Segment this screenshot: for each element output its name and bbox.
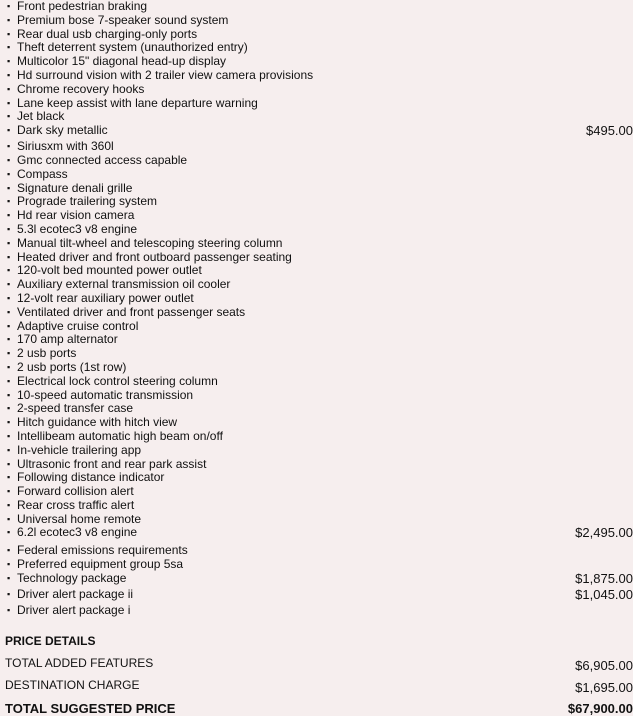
feature-item	[7, 485, 633, 499]
feature-item	[7, 14, 633, 28]
feature-label: 2 usb ports (1st row)	[17, 359, 127, 374]
feature-item	[7, 124, 633, 140]
feature-item	[7, 251, 633, 265]
feature-label: Lane keep assist with lane departure warning	[17, 95, 258, 110]
feature-label: Universal home remote	[17, 511, 142, 526]
total-added-features-value: $6,905.00	[575, 658, 633, 673]
destination-charge-value: $1,695.00	[575, 680, 633, 695]
feature-label: 2 usb ports	[17, 346, 77, 361]
feature-label: Following distance indicator	[17, 470, 165, 485]
feature-item	[7, 320, 633, 334]
feature-item	[7, 41, 633, 55]
feature-item	[7, 69, 633, 83]
feature-item	[7, 526, 633, 544]
feature-price: $1,875.00	[575, 571, 633, 587]
feature-label: Driver alert package i	[17, 603, 131, 618]
feature-label: Hd rear vision camera	[17, 208, 135, 223]
feature-label: Ventilated driver and front passenger seats	[17, 304, 246, 319]
feature-label: Theft deterrent system (unauthorized entry)	[17, 40, 248, 55]
feature-item	[7, 168, 633, 182]
feature-price: $495.00	[586, 123, 633, 139]
feature-label: 5.3l ecotec3 v8 engine	[17, 221, 138, 236]
total-added-features-label: TOTAL ADDED FEATURES	[5, 656, 154, 670]
feature-label: Federal emissions requirements	[17, 543, 188, 558]
feature-label: Rear cross traffic alert	[17, 497, 135, 512]
feature-label: 6.2l ecotec3 v8 engine	[17, 525, 138, 540]
feature-item	[7, 389, 633, 403]
feature-label: Siriusxm with 360l	[17, 139, 114, 154]
feature-item	[7, 237, 633, 251]
feature-item	[7, 83, 633, 97]
feature-label: Heated driver and front outboard passenger seating	[17, 249, 292, 264]
feature-label: Rear dual usb charging-only ports	[17, 26, 198, 41]
feature-label: Dark sky metallic	[17, 123, 108, 138]
feature-label: Adaptive cruise control	[17, 318, 139, 333]
feature-item	[7, 347, 633, 361]
total-suggested-price-value: $67,900.00	[567, 701, 633, 716]
feature-label: Intellibeam automatic high beam on/off	[17, 428, 223, 443]
feature-label: Front pedestrian braking	[17, 0, 148, 13]
total-suggested-price-label: TOTAL SUGGESTED PRICE	[5, 701, 176, 716]
feature-label: Gmc connected access capable	[17, 152, 188, 167]
feature-label: Preferred equipment group 5sa	[17, 557, 184, 572]
feature-label: Forward collision alert	[17, 484, 134, 499]
feature-price: $2,495.00	[575, 525, 633, 541]
feature-item	[7, 0, 633, 14]
feature-item	[7, 306, 633, 320]
feature-label: 10-speed automatic transmission	[17, 387, 194, 402]
feature-label: Premium bose 7-speaker sound system	[17, 12, 229, 27]
feature-label: Manual tilt-wheel and telescoping steering column	[17, 235, 283, 250]
feature-label: Multicolor 15" diagonal head-up display	[17, 54, 227, 69]
feature-label: Ultrasonic front and rear park assist	[17, 456, 207, 471]
feature-label: Compass	[17, 166, 68, 181]
feature-label: Driver alert package ii	[17, 587, 134, 602]
feature-item	[7, 430, 633, 444]
feature-label: Prograde trailering system	[17, 194, 158, 209]
feature-label: Auxiliary external transmission oil cooler	[17, 277, 231, 292]
feature-label: 120-volt bed mounted power outlet	[17, 263, 202, 278]
feature-item	[7, 544, 633, 558]
feature-label: Electrical lock control steering column	[17, 373, 218, 388]
feature-item	[7, 402, 633, 416]
destination-charge-label: DESTINATION CHARGE	[5, 678, 140, 692]
feature-item	[7, 375, 633, 389]
feature-item	[7, 558, 633, 572]
feature-item	[7, 195, 633, 209]
feature-label: Jet black	[17, 109, 65, 124]
feature-label: Hitch guidance with hitch view	[17, 415, 178, 430]
feature-item	[7, 97, 633, 111]
feature-item	[7, 278, 633, 292]
feature-item	[7, 55, 633, 69]
feature-label: Chrome recovery hooks	[17, 81, 145, 96]
feature-item	[7, 444, 633, 458]
feature-item	[7, 416, 633, 430]
feature-item	[7, 209, 633, 223]
feature-label: 12-volt rear auxiliary power outlet	[17, 290, 194, 305]
feature-item	[7, 28, 633, 42]
feature-item	[7, 154, 633, 168]
feature-item	[7, 182, 633, 196]
feature-item	[7, 499, 633, 513]
feature-item	[7, 458, 633, 472]
feature-item	[7, 333, 633, 347]
feature-item	[7, 604, 633, 620]
feature-item	[7, 588, 633, 604]
feature-list	[7, 0, 633, 620]
feature-item	[7, 471, 633, 485]
feature-label: 2-speed transfer case	[17, 401, 134, 416]
feature-label: Hd surround vision with 2 trailer view camera provisions	[17, 67, 314, 82]
feature-item	[7, 223, 633, 237]
feature-item	[7, 292, 633, 306]
feature-price: $1,045.00	[575, 587, 633, 603]
price-details-title: PRICE DETAILS	[5, 634, 96, 648]
feature-label: 170 amp alternator	[17, 332, 118, 347]
feature-label: Signature denali grille	[17, 180, 133, 195]
feature-item	[7, 110, 633, 124]
feature-item	[7, 572, 633, 588]
feature-item	[7, 140, 633, 154]
feature-label: Technology package	[17, 571, 127, 586]
feature-item	[7, 264, 633, 278]
feature-label: In-vehicle trailering app	[17, 442, 142, 457]
feature-item	[7, 513, 633, 527]
feature-item	[7, 361, 633, 375]
